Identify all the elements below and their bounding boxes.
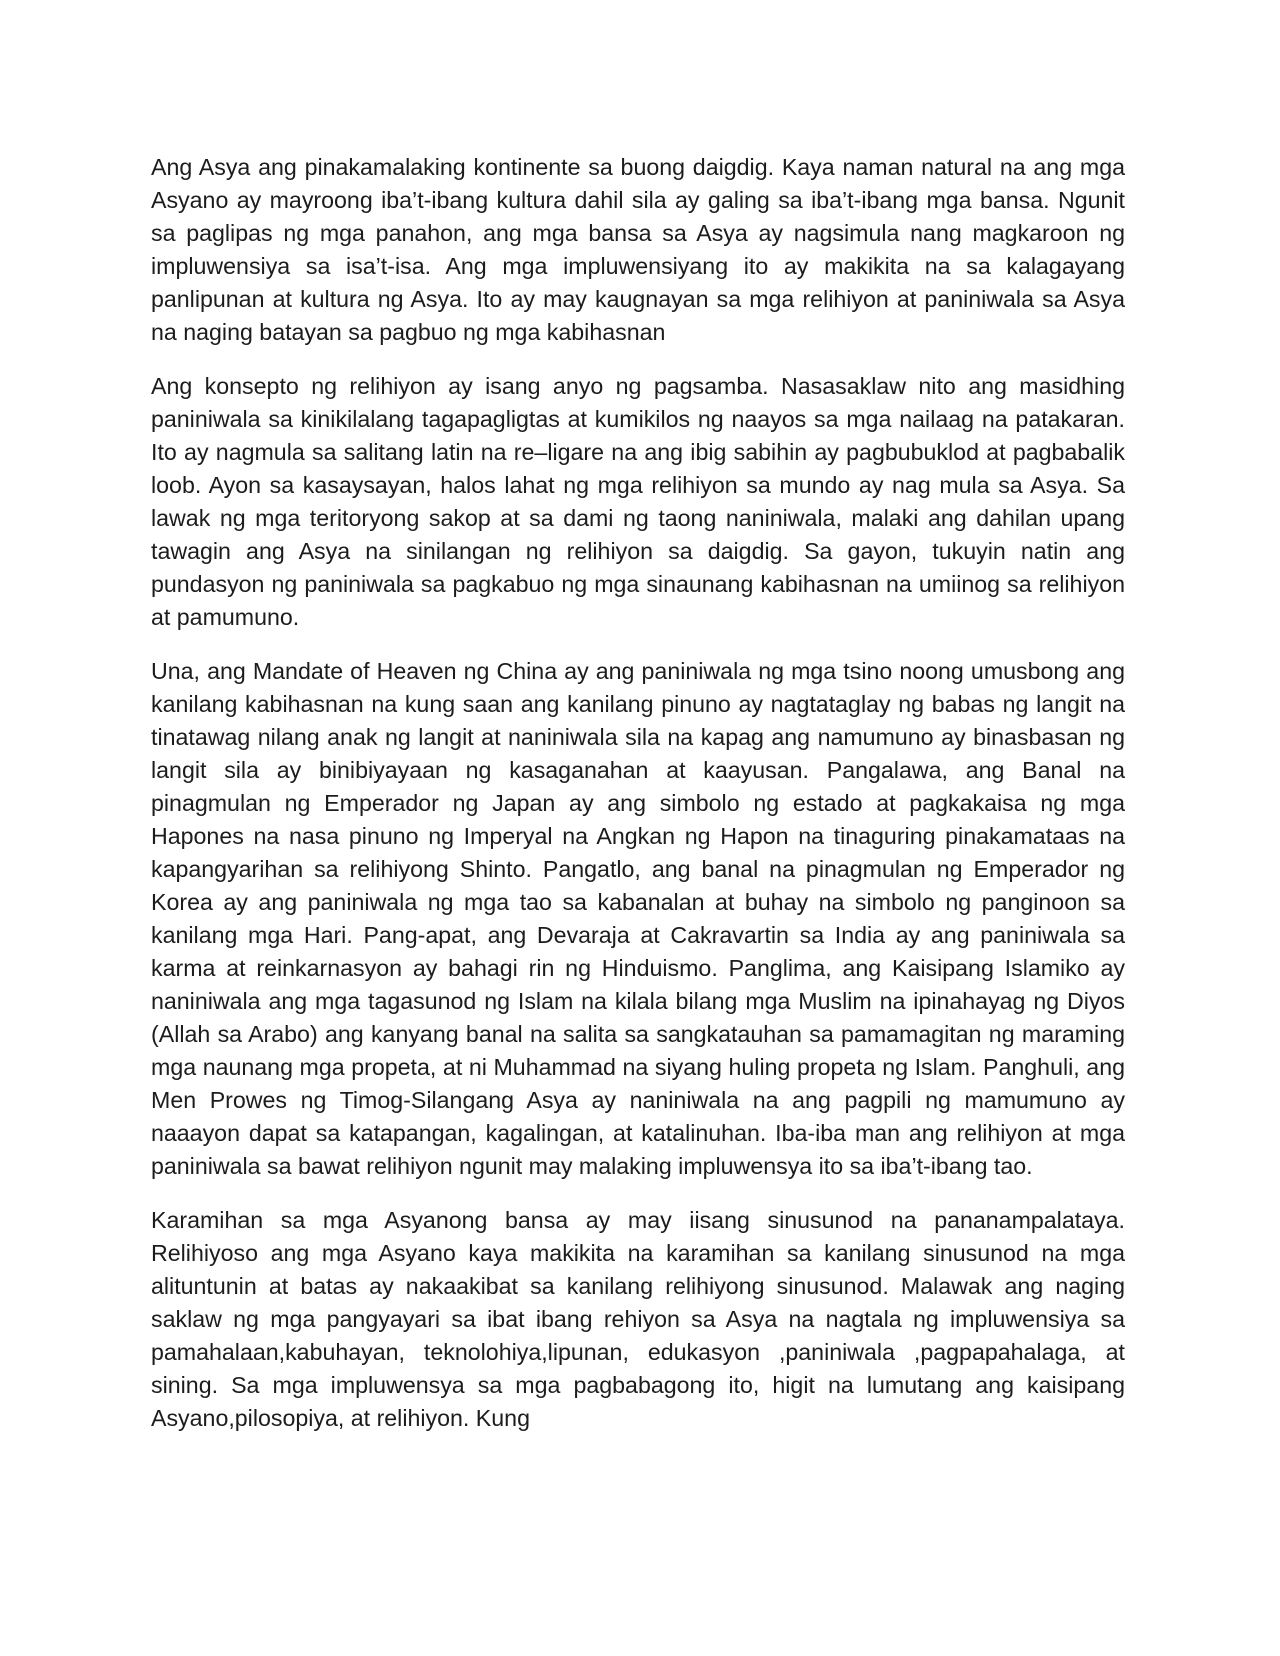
paragraph-4: Karamihan sa mga Asyanong bansa ay may iisang sinusunod na pananampalataya. Relihiyoso ang mga Asyano kaya makikita na karamihan sa kanilang sinusunod na mga alituntunin at batas ay nakaakibat sa kanilang relihiyong sinusunod. Malawak ang naging saklaw ng mga pangyayari sa ibat ibang rehiyon sa Asya na nagtala ng impluwensiya sa pamahalaan,kabuhayan, teknolohiya,lipunan, edukasyon ,paniniwala ,pagpapahalaga, at sining. Sa mga impluwensya sa mga pagbabagong ito, higit na lumutang ang kaisipang Asyano,pilosopiya, at relihiyon. Kung [151, 1207, 1125, 1431]
paragraph-1: Ang Asya ang pinakamalaking kontinente sa buong daigdig. Kaya naman natural na ang mga Asyano ay mayroong iba’t-ibang kultura dahil sila ay galing sa iba’t-ibang mga bansa. Ngunit sa paglipas ng mga panahon, ang mga bansa sa Asya ay nagsimula nang magkaroon ng impluwensiya sa isa’t-isa. Ang mga impluwensiyang ito ay makikita na sa kalagayang panlipunan at kultura ng Asya. Ito ay may kaugnayan sa mga relihiyon at paniniwala sa Asya na naging batayan sa pagbuo ng mga kabihasnan [151, 154, 1125, 345]
paragraph-2: Ang konsepto ng relihiyon ay isang anyo ng pagsamba. Nasasaklaw nito ang masidhing paniniwala sa kinikilalang tagapagligtas at kumikilos ng naayos sa mga nailaag na patakaran. Ito ay nagmula sa salitang latin na re–ligare na ang ibig sabihin ay pagbubuklod at pagbabalik loob. Ayon sa kasaysayan, halos lahat ng mga relihiyon sa mundo ay nag mula sa Asya. Sa lawak ng mga teritoryong sakop at sa dami ng taong naniniwala, malaki ang dahilan upang tawagin ang Asya na sinilangan ng relihiyon sa daigdig. Sa gayon, tukuyin natin ang pundasyon ng paniniwala sa pagkabuo ng mga sinaunang kabihasnan na umiinog sa relihiyon at pamumuno. [151, 373, 1125, 630]
paragraph-3: Una, ang Mandate of Heaven ng China ay ang paniniwala ng mga tsino noong umusbong ang kanilang kabihasnan na kung saan ang kanilang pinuno ay nagtataglay ng babas ng langit na tinatawag nilang anak ng langit at naniniwala sila na kapag ang namumuno ay binasbasan ng langit sila ay binibiyayaan ng kasaganahan at kaayusan. Pangalawa, ang Banal na pinagmulan ng Emperador ng Japan ay ang simbolo ng estado at pagkakaisa ng mga Hapones na nasa pinuno ng Imperyal na Angkan ng Hapon na tinaguring pinakamataas na kapangyarihan sa relihiyong Shinto. Pangatlo, ang banal na pinagmulan ng Emperador ng Korea ay ang paniniwala ng mga tao sa kabanalan at buhay na simbolo ng panginoon sa kanilang mga Hari. Pang-apat, ang Devaraja at Cakravartin sa India ay ang paniniwala sa karma at reinkarnasyon ay bahagi rin ng Hinduismo. Panglima, ang Kaisipang Islamiko ay naniniwala ang mga tagasunod ng Islam na kilala bilang mga Muslim na ipinahayag ng Diyos (Allah sa Arabo) ang kanyang banal na salita sa sangkatauhan sa pamamagitan ng maraming mga naunang mga propeta, at ni Muhammad na siyang huling propeta ng Islam. Panghuli, ang Men Prowes ng Timog-Silangang Asya ay naniniwala na ang pagpili ng mamumuno ay naaayon dapat sa katapangan, kagalingan, at katalinuhan. Iba-iba man ang relihiyon at mga paniniwala sa bawat relihiyon ngunit may malaking impluwensya ito sa iba’t-ibang tao. [151, 658, 1125, 1179]
document-body [151, 151, 1125, 1456]
